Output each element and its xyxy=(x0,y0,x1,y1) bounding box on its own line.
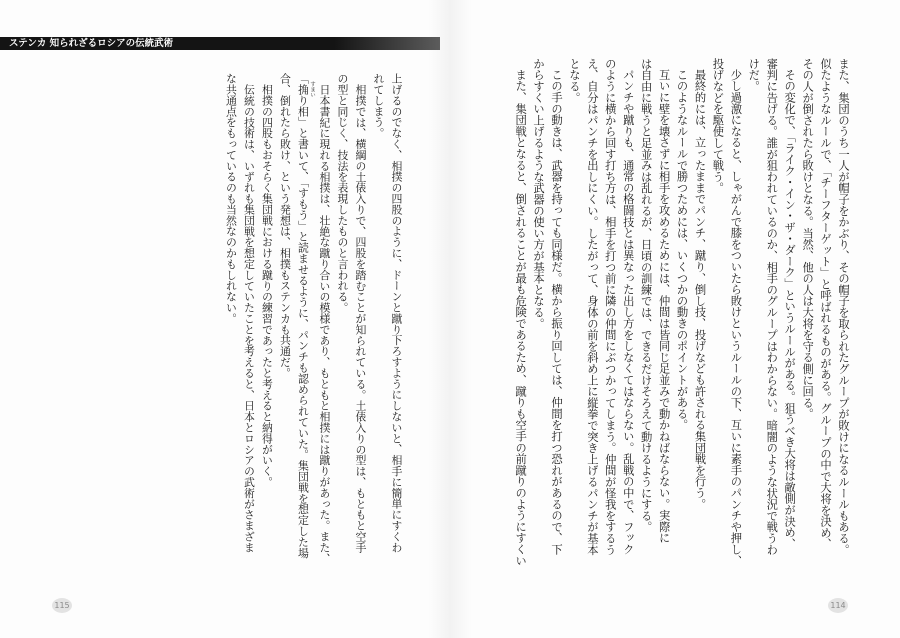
text-line: え、自分はパンチを出しにくい。したがって、身体の前を斜め上に縦拳で突き上げるパンチが基本 xyxy=(585,58,599,556)
page-number-right: 114 xyxy=(828,598,848,613)
text-line: パンチや蹴りも、通常の格闘技とは異なった出し方をしなくてはならない。乱戦の中で、フック xyxy=(621,69,635,556)
text-line: その人が倒されたら敗けとなる。当然、他の人は大将を守る側に回る。 xyxy=(801,58,815,420)
ruby-text: すまい xyxy=(309,81,315,98)
text-line: れてしまう。 xyxy=(372,73,385,139)
text-line: この手の動きは、武器を持っても同様だ。横から振り回しては、仲間を打つ恐れがあるので、下 xyxy=(550,69,563,556)
text-fragment: 「 xyxy=(296,73,310,84)
text-line: その変化で、「ライク・イン・ザ・ダーク」というルールがある。狙うべき大将は敵側が決め、 xyxy=(783,69,797,550)
text-line: となる。 xyxy=(567,58,581,104)
text-line: 審判に告げる。誰が狙われているのか、相手のグループはわからない。暗闇のような状況で戦うわ xyxy=(765,58,779,556)
text-line: 似たようなルールで、「チーフターゲット」と呼ばれるものがある。グループの中で大将を決め、 xyxy=(819,58,833,550)
text-line: 合、倒れたら敗け、という発想は、相撲もステンカも共通だ。 xyxy=(278,73,292,379)
text-line: 上げるのでなく、相撲の四股のように、ドーンと蹴り下ろすようにしないと、相手に簡単にすくわ xyxy=(390,73,403,553)
text-line: 日本書紀に現れる相撲は、壮絶な蹴り合いの模様であり、もともと相撲には蹴りがあった。また、 xyxy=(318,83,331,564)
text-line: このようなルールで勝つためには、いくつかの動きのポイントがある。 xyxy=(675,69,689,431)
text-line: 相撲では、横綱の土俵入りで、四股を踏むことが知られている。土俵入りの型は、もともと空手 xyxy=(354,83,367,553)
text-line: 伝統の技術は、いずれも集団戦を想定していたことを考えると、日本とロシアの武術がさまざま xyxy=(242,83,256,553)
left-page-body xyxy=(225,73,405,573)
text-line xyxy=(294,73,316,573)
ruby-annotation xyxy=(296,81,315,98)
text-line: 少し過激になると、しゃがんで膝をついたら敗けというルールの下、互いに素手のパンチや押し、 xyxy=(729,69,743,567)
text-fragment: り相」と書いて、「すもう」と読ませるように、パンチも認められていた。集団戦を想定した場 xyxy=(296,94,310,559)
text-line: 互いに壁を壊さずに相手を攻めるためには、仲間は皆同じ足並みで動かねばならない。実際に xyxy=(657,69,671,544)
text-line: けだ。 xyxy=(747,58,761,92)
text-line: 相撲の四股もおそらく集団戦における蹴りの練習であったと考えると納得がいく。 xyxy=(260,83,274,488)
text-line: の型と同じく、技法を表現したものと言われる。 xyxy=(336,73,349,313)
text-line: のように横から回す打ち方は、相手を打つ前に隣の仲間にぶつかってしまう。仲間が怪我をするう xyxy=(603,58,617,556)
right-page-body xyxy=(511,58,852,578)
text-line: な共通点をもっているのも当然なのかもしれない。 xyxy=(224,73,238,324)
running-head-text: ステンカ 知られざるロシアの伝統武術 xyxy=(9,38,174,49)
running-head-bar xyxy=(0,37,440,50)
gutter-shadow xyxy=(428,0,472,638)
text-line: また、集団戦となると、倒されることが最も危険であるため、蹴りも空手の前蹴りのようにすくい xyxy=(514,69,528,567)
ruby-base: 捔 xyxy=(296,81,310,98)
text-line: 投げなどを駆使して戦う。 xyxy=(711,58,725,194)
text-line: 最終的には、立ったままでパンチ、蹴り、倒し技、投げなども許される集団戦を行う。 xyxy=(693,69,707,510)
text-line: また、集団のうち一人が帽子をかぶり、その帽子を取られたグループが敗けになるルールもある。 xyxy=(837,58,850,556)
text-line: からすくい上げるような武器の使い方が基本となる。 xyxy=(532,58,546,330)
page-number-left: 115 xyxy=(52,598,72,613)
text-line: は自由に戦うと足並みは乱れるが、日頃の訓練では、できるだけそろえて動けるようにする。 xyxy=(639,58,653,533)
